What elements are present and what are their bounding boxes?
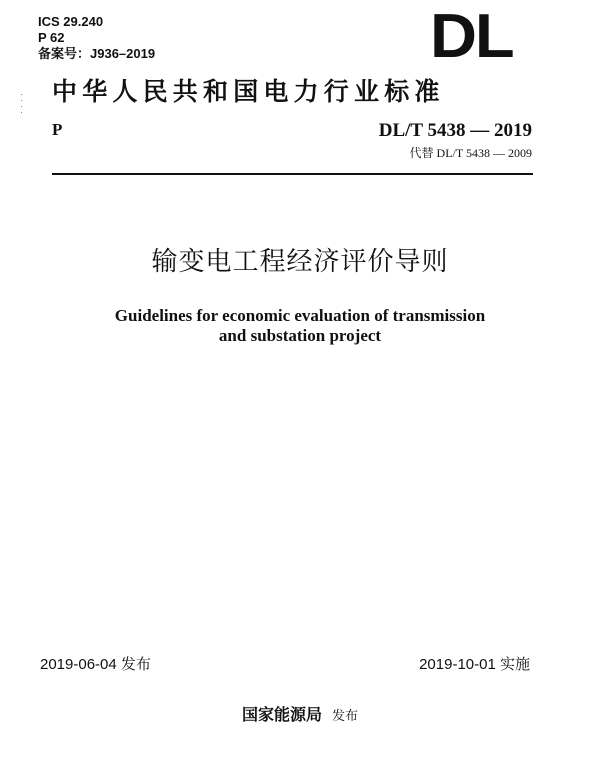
p-code: P 62 (38, 30, 65, 45)
title-english-line-2: and substation project (218, 326, 382, 345)
title-english (40, 306, 560, 346)
registration-number: 备案号：J936–2019 (38, 46, 156, 61)
ics-code: ICS 29.240 (38, 14, 104, 29)
implementation-date: 2019-10-01 实施 (419, 656, 530, 673)
title-chinese: 输变电工程经济评价导则 (151, 247, 449, 277)
title-english-line-1: Guidelines for economic evaluation of transmission (114, 306, 486, 325)
publisher-action: 发布 (332, 709, 359, 724)
publisher (0, 706, 600, 726)
standard-number: DL/T 5438 — 2019 (378, 120, 532, 141)
dl-logo: DL (430, 2, 513, 71)
header-divider (52, 173, 533, 175)
standard-type-heading: 中华人民共和国电力行业标准 (52, 77, 445, 106)
publisher-name: 国家能源局 (241, 705, 322, 724)
classification-code: P (52, 120, 63, 139)
replaces-standard: 代替 DL/T 5438 — 2009 (409, 146, 532, 160)
scan-artifact-marks (20, 92, 24, 122)
issue-date: 2019-06-04 发布 (40, 656, 151, 673)
